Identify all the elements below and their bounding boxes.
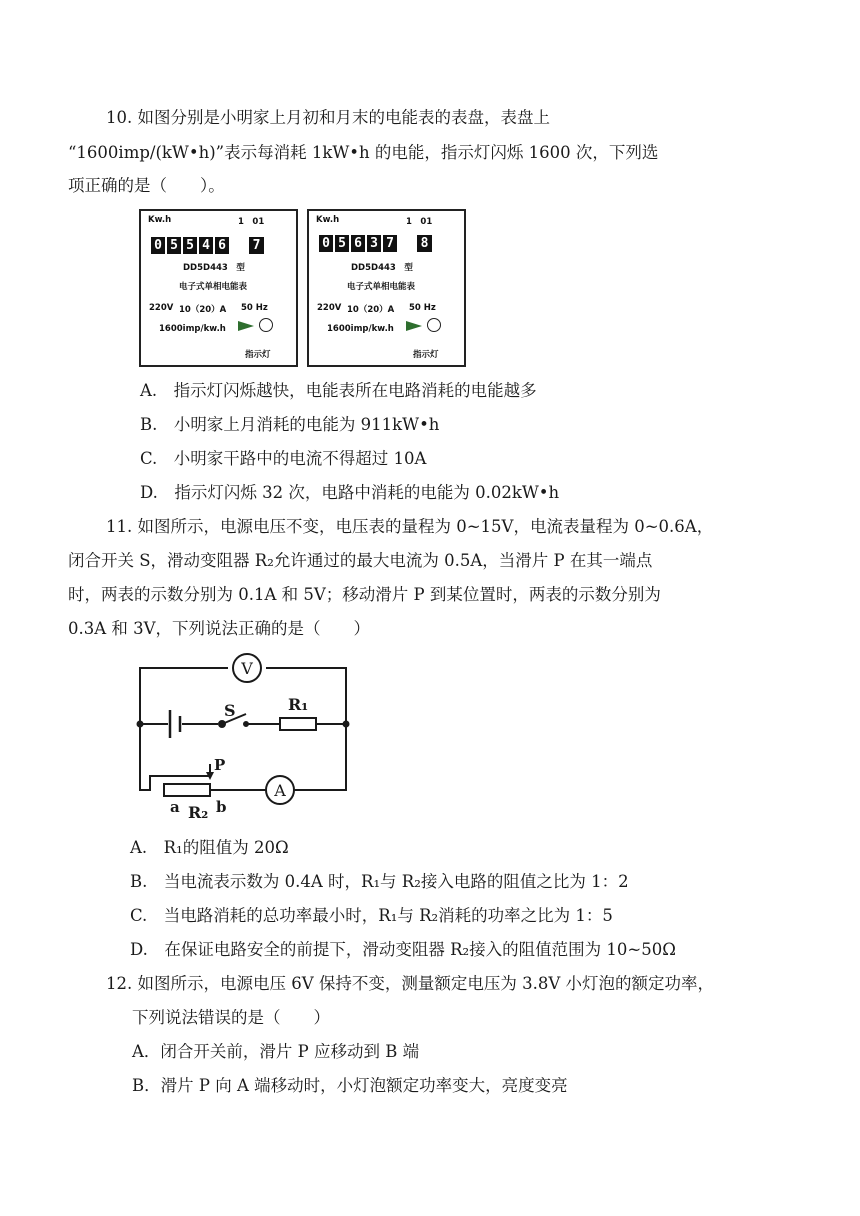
indicator-lamp-icon xyxy=(259,318,273,332)
meter-spec-frequency: 50 Hz xyxy=(241,303,268,313)
q11-option-c: C. 当电路消耗的总功率最小时，R₁与 R₂消耗的功率之比为 1：5 xyxy=(130,906,613,925)
meter-digit: 0 xyxy=(319,235,333,252)
slider-label: P xyxy=(214,756,226,774)
meter-digit: 3 xyxy=(367,235,381,252)
rheostat-r2 xyxy=(164,784,210,796)
indicator-lamp-icon xyxy=(427,318,441,332)
q11-option-b: B. 当电流表示数为 0.4A 时，R₁与 R₂接入电路的阻值之比为 1：2 xyxy=(130,872,629,891)
meter-digit: 4 xyxy=(199,237,213,254)
q10-option-b: B. 小明家上月消耗的电能为 911kW•h xyxy=(140,415,440,434)
q12-option-b: B．滑片 P 向 A 端移动时，小灯泡额定功率变大，亮度变亮 xyxy=(132,1076,568,1095)
meter-spec-voltage: 220V xyxy=(149,303,174,313)
meter-spec-current: 10（20）A xyxy=(347,305,395,315)
meter-code: 1 01 xyxy=(238,217,265,227)
flag-icon xyxy=(238,321,254,331)
q11-stem-line2: 闭合开关 S，滑动变阻器 R₂允许通过的最大电流为 0.5A，当滑片 P 在其一端点 xyxy=(68,551,653,570)
meter-digit: 6 xyxy=(215,237,229,254)
meter-digit: 0 xyxy=(151,237,165,254)
meter-decimal-digit: 8 xyxy=(417,235,432,252)
q12-stem-line2: 下列说法错误的是（ ） xyxy=(132,1008,330,1027)
q11-option-d: D. 在保证电路安全的前提下，滑动变阻器 R₂接入的阻值范围为 10~50Ω xyxy=(130,940,676,959)
meter-start-of-month xyxy=(139,209,298,367)
switch-contact xyxy=(244,722,248,726)
meter-lamp-label: 指示灯 xyxy=(245,350,271,360)
meter-decimal-digit: 7 xyxy=(249,237,264,254)
q11-stem-line1: 11. 如图所示，电源电压不变，电压表的量程为 0~15V，电流表量程为 0~0.6A， xyxy=(106,517,714,536)
meter-digit: 7 xyxy=(383,235,397,252)
q10-option-a: A. 指示灯闪烁越快，电能表所在电路消耗的电能越多 xyxy=(140,381,537,400)
q11-option-a: A. R₁的阻值为 20Ω xyxy=(130,838,289,857)
meter-name: 电子式单相电能表 xyxy=(179,282,248,292)
meter-spec-frequency: 50 Hz xyxy=(409,303,436,313)
meter-spec-voltage: 220V xyxy=(317,303,342,313)
rheostat-end-b: b xyxy=(216,798,227,816)
q10-stem-line2: “1600imp/(kW•h)”表示每消耗 1kW•h 的电能，指示灯闪烁 1600 次，下列选 xyxy=(68,143,659,162)
q10-stem-line1: 10. 如图分别是小明家上月初和月末的电能表的表盘，表盘上 xyxy=(106,108,550,127)
meter-spec-current: 10（20）A xyxy=(179,305,227,315)
circuit-diagram xyxy=(130,646,360,826)
meter-digit: 5 xyxy=(183,237,197,254)
switch-label: S xyxy=(224,701,236,720)
voltmeter-label: V xyxy=(241,659,253,678)
meter-digit: 5 xyxy=(335,235,349,252)
meter-unit: Kw.h xyxy=(316,215,340,225)
meter-digits xyxy=(319,235,399,252)
meter-digits xyxy=(151,237,231,254)
meter-impulse-rate: 1600imp/kw.h xyxy=(159,324,226,334)
ammeter-label: A xyxy=(274,781,286,800)
meter-end-of-month xyxy=(307,209,466,367)
q12-option-a: A．闭合开关前，滑片 P 应移动到 B 端 xyxy=(132,1042,420,1061)
meter-unit: Kw.h xyxy=(148,215,172,225)
meter-code: 1 01 xyxy=(406,217,433,227)
q10-option-d: D. 指示灯闪烁 32 次，电路中消耗的电能为 0.02kW•h xyxy=(140,483,560,502)
meter-model: DD5D443 型 xyxy=(183,263,245,273)
meter-digit: 5 xyxy=(167,237,181,254)
rheostat-r2-label: R₂ xyxy=(188,803,209,822)
q10-stem-line3: 项正确的是（ ）。 xyxy=(68,176,225,195)
meter-digit: 6 xyxy=(351,235,365,252)
meter-model: DD5D443 型 xyxy=(351,263,413,273)
flag-icon xyxy=(406,321,422,331)
resistor-r1-label: R₁ xyxy=(288,695,309,714)
meter-lamp-label: 指示灯 xyxy=(413,350,439,360)
q10-option-c: C. 小明家干路中的电流不得超过 10A xyxy=(140,449,427,468)
q12-stem-line1: 12. 如图所示，电源电压 6V 保持不变，测量额定电压为 3.8V 小灯泡的额定功率， xyxy=(106,974,715,993)
resistor-r1 xyxy=(280,718,316,730)
q11-stem-line3: 时，两表的示数分别为 0.1A 和 5V；移动滑片 P 到某位置时，两表的示数分别为 xyxy=(68,585,661,604)
rheostat-end-a: a xyxy=(170,798,180,816)
meter-impulse-rate: 1600imp/kw.h xyxy=(327,324,394,334)
meter-name: 电子式单相电能表 xyxy=(347,282,416,292)
q11-stem-line4: 0.3A 和 3V，下列说法正确的是（ ） xyxy=(68,619,371,638)
